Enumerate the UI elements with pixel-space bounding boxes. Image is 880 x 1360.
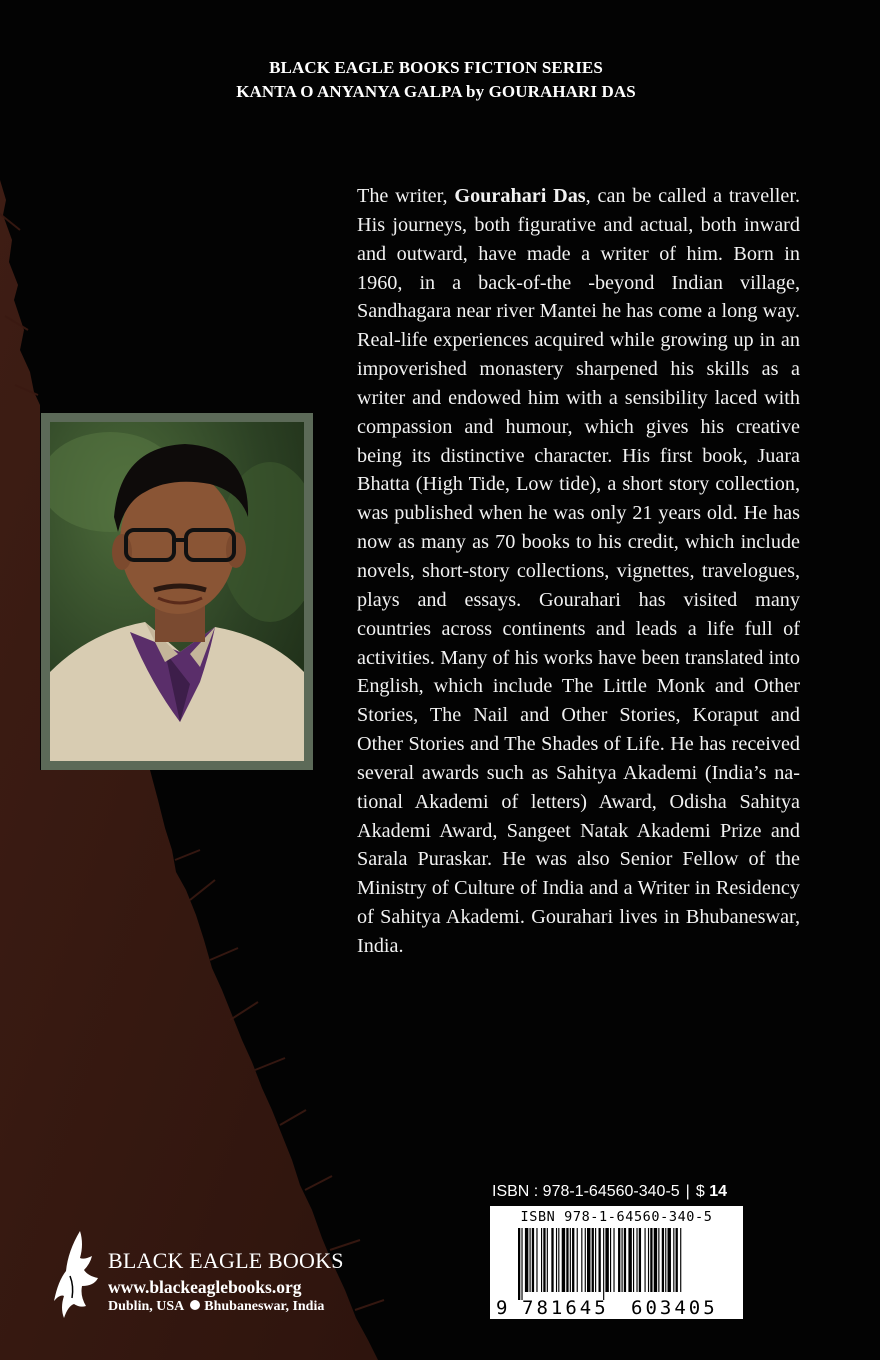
barcode-bar — [599, 1228, 601, 1292]
barcode-bar — [654, 1228, 657, 1292]
book-title-author: KANTA O ANYANYA GALPA by GOURAHARI DAS — [236, 82, 636, 101]
bio-body: , can be called a traveller. His journeys, both figurative and actual, both inward and outward, have made a writer of him. Born in 1960, in a back-of-the -beyond Indian village, Sandhagara near river Mantei he has come a long way. Real-life experiences acquired while growing up in an impoverished monastery sharpened his skills as a writer and endowed him with a sensibility laced with compassion and humour, which gives his creative being its distinctive character. His first book, Juara Bhatta (High Tide, Low tide), a short story collection, was published when he was only 21 years old. He has now as many as 70 books to his credit, which include novels, short-story collections, vignettes, travelogues, plays and essays. Gourahari has visited many countries across continents and leads a life full of activities. Many of his works have been translated into English, which include The Little Monk and Other Stories, The Nail and Other Stories, Koraput and Other Stories and The Shades of Life. He has received several awards such as Sahitya Akademi (India’s national Akademi of letters) Award, Odisha Sahitya Akademi Award, Sangeet Natak Akademi Prize and Sarala Puraskar. He was also Senior Fellow of the Ministry of Culture of India and a Writer in Residency of Sahitya Akademi. Gourahari lives in Bhubaneswar, India. — [357, 185, 801, 957]
barcode-bar — [541, 1228, 542, 1292]
barcode-bar — [665, 1228, 666, 1292]
publisher-locations — [108, 1299, 324, 1315]
author-name: Gourahari Das — [454, 185, 586, 207]
barcode-bar — [605, 1228, 608, 1292]
author-biography — [357, 182, 800, 961]
isbn-price-line — [492, 1183, 727, 1201]
barcode-bar — [628, 1228, 631, 1292]
barcode-bar — [551, 1228, 553, 1292]
barcode-bar — [636, 1228, 637, 1292]
barcode-bar — [648, 1228, 649, 1292]
publisher-name: BLACK EAGLE BOOKS — [108, 1248, 344, 1273]
bio-intro: The writer, — [357, 185, 455, 207]
barcode-bar — [624, 1228, 626, 1292]
barcode-bar — [603, 1228, 604, 1300]
barcode-bar — [676, 1228, 678, 1292]
isbn-barcode — [490, 1206, 743, 1319]
barcode-bar — [633, 1228, 634, 1292]
barcode-bar — [562, 1228, 565, 1292]
barcode-bar — [577, 1228, 578, 1292]
barcode-bar — [556, 1228, 557, 1292]
barcode-bar — [532, 1228, 534, 1292]
barcode-bar — [650, 1228, 652, 1292]
barcode-bar — [536, 1228, 537, 1292]
barcode-bar — [680, 1228, 681, 1292]
barcode-bar — [622, 1228, 623, 1292]
author-photo — [50, 422, 304, 761]
barcode-bar — [662, 1228, 664, 1292]
barcode-bar — [530, 1228, 531, 1292]
barcode-bar — [645, 1228, 646, 1292]
barcode-bar — [585, 1228, 586, 1292]
eagle-logo-icon — [50, 1226, 102, 1321]
price-currency: $ — [695, 1183, 705, 1200]
barcode-bars — [490, 1228, 743, 1300]
barcode-bar — [592, 1228, 594, 1292]
bullet-dot-icon — [190, 1300, 200, 1310]
barcode-bar — [543, 1228, 545, 1292]
barcode-bar — [587, 1228, 590, 1292]
author-photo-frame — [41, 413, 313, 770]
publisher-website: www.blackeaglebooks.org — [108, 1277, 302, 1297]
barcode-bar — [558, 1228, 559, 1292]
barcode-bar — [547, 1228, 548, 1292]
barcode-bar — [570, 1228, 571, 1292]
isbn-label: ISBN : 978-1-64560-340-5 — [492, 1183, 680, 1200]
location-bhubaneswar: Bhubaneswar, India — [204, 1299, 325, 1314]
publisher-block — [50, 1226, 380, 1326]
barcode-bar — [610, 1228, 611, 1292]
barcode-bar — [521, 1228, 522, 1300]
barcode-isbn-text: ISBN 978-1-64560-340-5 — [520, 1209, 713, 1225]
barcode-bar — [668, 1228, 671, 1292]
barcode-bar — [639, 1228, 641, 1292]
barcode-bar — [618, 1228, 620, 1292]
barcode-bar — [658, 1228, 659, 1292]
barcode-bar — [595, 1228, 596, 1292]
barcode-digits-right: 603405 — [631, 1297, 718, 1319]
series-heading: BLACK EAGLE BOOKS FICTION SERIES — [269, 58, 603, 77]
location-dublin: Dublin, USA — [108, 1299, 185, 1314]
isbn-separator: | — [685, 1183, 690, 1200]
barcode-bar — [518, 1228, 520, 1300]
barcode-bar — [566, 1228, 568, 1292]
barcode-bar — [572, 1228, 574, 1292]
barcode-bar — [581, 1228, 582, 1292]
barcode-bar — [613, 1228, 614, 1292]
barcode-digits-left: 781645 — [522, 1297, 609, 1319]
price-value: 14 — [709, 1183, 727, 1200]
barcode-digit-first: 9 — [496, 1297, 508, 1319]
barcode-bar — [673, 1228, 674, 1292]
barcode-bar — [525, 1228, 528, 1292]
